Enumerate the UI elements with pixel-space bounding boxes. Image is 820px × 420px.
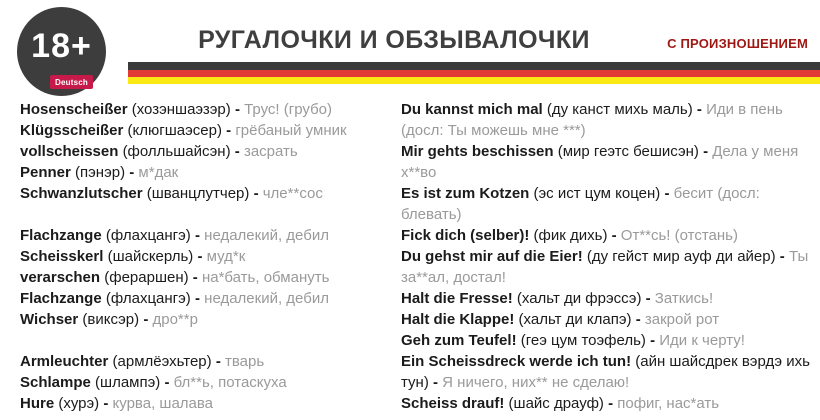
translation: тварь [224, 353, 265, 370]
separator-dash: - [234, 101, 240, 118]
pronunciation: (хозэншаэзэр) [131, 101, 231, 118]
phrase-group [20, 99, 396, 204]
age-restriction-label: 18+ [31, 27, 92, 65]
german-term: Schwanzlutscher [20, 185, 143, 202]
separator-dash: - [645, 290, 651, 307]
phrase-entry [401, 393, 815, 414]
separator-dash: - [253, 185, 259, 202]
separator-dash: - [664, 185, 670, 202]
pronunciation: (геэ цум тоэфель) [520, 332, 646, 349]
phrase-entry [20, 183, 396, 204]
german-term: verarschen [20, 269, 101, 286]
pronunciation: (флахцангэ) [105, 227, 191, 244]
pronunciation: (виксэр) [82, 311, 140, 328]
translation: курва, шалава [112, 395, 214, 412]
translation: недалекий, дебил [204, 290, 329, 307]
german-term: Scheisskerl [20, 248, 104, 265]
phrase-entry [20, 120, 396, 141]
pronunciation: (шлампэ) [95, 374, 161, 391]
german-term: Schlampe [20, 374, 91, 391]
german-term: Flachzange [20, 290, 102, 307]
phrase-entry [401, 183, 815, 225]
german-term: Armleuchter [20, 353, 109, 370]
phrase-entry [20, 372, 396, 393]
german-flag-stripe [128, 62, 820, 84]
phrase-entry [401, 141, 815, 183]
translation: бесит (досл: блевать) [401, 185, 760, 223]
german-term: Ein Scheissdreck werde ich tun! [401, 353, 632, 370]
page-title: РУГАЛОЧКИ И ОБЗЫВАЛОЧКИ [198, 26, 590, 54]
translation: недалекий, дебил [204, 227, 329, 244]
phrase-entry [20, 288, 396, 309]
phrase-entry [20, 141, 396, 162]
german-term: Mir gehts beschissen [401, 143, 554, 160]
separator-dash: - [696, 101, 702, 118]
translation: Я ничего, них** не сделаю! [442, 374, 630, 391]
translation: Ты за**ал, достал! [401, 248, 809, 286]
separator-dash: - [226, 122, 232, 139]
pronunciation: (армлёэхьтер) [112, 353, 212, 370]
separator-dash: - [703, 143, 709, 160]
phrase-entry [401, 309, 815, 330]
pronunciation: (мир геэтс бешисэн) [557, 143, 699, 160]
pronunciation: (ду канст михь маль) [546, 101, 693, 118]
phrase-entry [401, 330, 815, 351]
german-term: Penner [20, 164, 71, 181]
german-term: Wichser [20, 311, 79, 328]
phrase-column-left [20, 99, 396, 414]
pronunciation: (фолльшайсэн) [122, 143, 231, 160]
translation: Дела у меня х**во [401, 143, 799, 181]
flag-black-band [128, 62, 820, 70]
phrase-entry [401, 351, 815, 393]
translation: засрать [243, 143, 298, 160]
pronunciation: (клюгшаэсер) [127, 122, 222, 139]
phrase-entry [20, 99, 396, 120]
separator-dash: - [194, 227, 200, 244]
translation: бл**ь, потаскуха [173, 374, 287, 391]
translation: чле**сос [262, 185, 323, 202]
separator-dash: - [433, 374, 438, 391]
translation: на*бать, обмануть [201, 269, 330, 286]
separator-dash: - [608, 395, 614, 412]
translation: От**сь! (отстань) [620, 227, 738, 244]
german-term: Scheiss drauf! [401, 395, 505, 412]
pronunciation: (хальт ди клапэ) [518, 311, 632, 328]
phrase-group [20, 351, 396, 414]
german-term: Du gehst mir auf die Eier! [401, 248, 583, 265]
pronunciation: (фераршен) [104, 269, 189, 286]
phrase-entry [20, 225, 396, 246]
separator-dash: - [611, 227, 617, 244]
phrase-entry [20, 393, 396, 414]
pronunciation: (хальт ди фрэссэ) [516, 290, 642, 307]
phrase-entry [401, 246, 815, 288]
german-term: Geh zum Teufel! [401, 332, 517, 349]
phrase-entry [20, 246, 396, 267]
pronunciation: (хурэ) [58, 395, 100, 412]
translation: Иди в пень (досл: Ты можешь мне ***) [401, 101, 783, 139]
separator-dash: - [215, 353, 221, 370]
translation: дро**р [152, 311, 198, 328]
german-term: Halt die Fresse! [401, 290, 513, 307]
translation: м*дак [138, 164, 179, 181]
age-restriction-badge [17, 7, 106, 96]
pronunciation: (пэнэр) [75, 164, 126, 181]
phrase-entry [401, 99, 815, 141]
translation: Трус! (грубо) [244, 101, 333, 118]
translation: муд*к [206, 248, 246, 265]
phrase-entry [401, 288, 815, 309]
pronunciation: (айн шайсдрек вэрдэ ихь тун) [401, 353, 810, 391]
phrase-entry [20, 162, 396, 183]
separator-dash: - [164, 374, 170, 391]
pronunciation: (флахцангэ) [105, 290, 191, 307]
phrase-entry [401, 225, 815, 246]
german-term: Hosenscheißer [20, 101, 128, 118]
german-term: Fick dich (selber)! [401, 227, 530, 244]
german-term: Klügsscheißer [20, 122, 124, 139]
german-term: Halt die Klappe! [401, 311, 515, 328]
separator-dash: - [197, 248, 203, 265]
german-term: vollscheissen [20, 143, 119, 160]
separator-dash: - [234, 143, 240, 160]
pronunciation: (эс ист цум коцен) [533, 185, 661, 202]
pronunciation: (ду гейст мир ауф ди айер) [586, 248, 776, 265]
phrase-entry [20, 351, 396, 372]
pronunciation: (шайс драуф) [508, 395, 604, 412]
german-term: Flachzange [20, 227, 102, 244]
separator-dash: - [143, 311, 149, 328]
separator-dash: - [779, 248, 785, 265]
translation: Иди к черту! [659, 332, 745, 349]
separator-dash: - [103, 395, 109, 412]
german-term: Hure [20, 395, 55, 412]
deutsch-logo: Deutsch [50, 75, 93, 89]
phrase-group [20, 225, 396, 330]
translation: Заткись! [654, 290, 714, 307]
german-term: Du kannst mich mal [401, 101, 543, 118]
pronunciation: (фик дихь) [533, 227, 608, 244]
separator-dash: - [129, 164, 135, 181]
flag-yellow-band [128, 77, 820, 84]
translation: закрой рот [644, 311, 720, 328]
separator-dash: - [192, 269, 198, 286]
subtitle-pronunciation-note: С ПРОИЗНОШЕНИЕМ [667, 36, 808, 51]
separator-dash: - [650, 332, 656, 349]
translation: пофиг, нас*ать [617, 395, 720, 412]
phrase-entry [20, 267, 396, 288]
pronunciation: (шванцлутчер) [146, 185, 250, 202]
pronunciation: (шайскерль) [107, 248, 194, 265]
phrase-group [401, 99, 815, 414]
flag-red-band [128, 70, 820, 77]
phrase-column-right [401, 99, 815, 414]
phrase-entry [20, 309, 396, 330]
german-term: Es ist zum Kotzen [401, 185, 530, 202]
translation: грёбаный умник [235, 122, 347, 139]
separator-dash: - [635, 311, 641, 328]
separator-dash: - [194, 290, 200, 307]
